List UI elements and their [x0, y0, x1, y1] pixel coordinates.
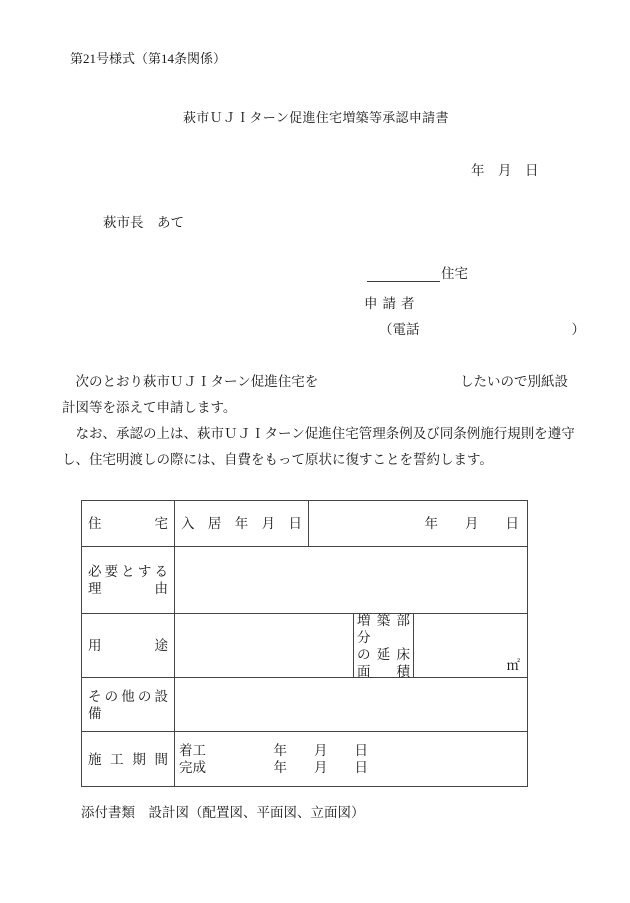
application-date-line: 年 月 日 [471, 163, 539, 178]
addressee-line: 萩市長 あて [103, 215, 184, 230]
phone-open-label: （電話 [379, 322, 420, 337]
period-label: 施工期間 [88, 751, 168, 767]
reason-label-line2: 理由 [88, 581, 168, 596]
table-row-period [82, 731, 527, 786]
body-para2-line1: なお、承認の上は、萩市ＵＪＩターン促進住宅管理条例及び同条例施行規則を遵守 [62, 426, 575, 441]
page-title: 萩市ＵＪＩターン促進住宅増築等承認申請書 [183, 110, 449, 125]
use-label-cell [82, 614, 175, 677]
table-row-use [82, 613, 527, 677]
body-text [62, 369, 575, 473]
floor-area-label-line3: 面積 [357, 663, 410, 679]
body-para1-line1-right: したいので別紙設 [460, 374, 568, 389]
reason-label-line1: 必要とする [88, 564, 168, 579]
use-value-cell [175, 614, 354, 677]
form-number: 第21号様式（第14条関係） [70, 51, 227, 66]
body-para1-line1-left: 次のとおり萩市ＵＪＩターン促進住宅を [62, 374, 319, 389]
floor-area-label-line1: 増築部分 [357, 612, 410, 645]
attachment-note: 添付書類 設計図（配置図、平面図、立面図） [81, 805, 365, 820]
period-label-cell [82, 732, 175, 786]
housing-row-label-cell [82, 501, 175, 546]
housing-name-blank-field [367, 268, 440, 282]
housing-name-line [367, 266, 468, 282]
floor-area-value-cell [414, 614, 527, 677]
reason-value-cell [175, 547, 527, 613]
floor-area-unit: ㎡ [506, 658, 520, 673]
move-in-date-label-cell [175, 501, 309, 546]
applicant-label: 申請者 [364, 296, 420, 311]
application-table [81, 500, 528, 787]
move-in-date-label: 入居年月日 [181, 516, 302, 531]
phone-close-label: ） [571, 322, 585, 337]
reason-label-cell [82, 547, 175, 613]
move-in-date-value: 年 月 日 [424, 516, 519, 531]
move-in-date-value-cell [309, 501, 527, 546]
use-label: 用途 [88, 638, 168, 653]
equipment-label: その他の設備 [88, 688, 168, 721]
floor-area-label-line2: の延床 [357, 646, 410, 662]
period-completion-line: 完成 年 月 日 [179, 760, 368, 775]
body-para1-line2: 計図等を添えて申請します。 [62, 400, 237, 415]
table-row-equipment [82, 677, 527, 731]
phone-line [379, 318, 585, 338]
body-para1-line1 [62, 369, 568, 395]
period-value-cell [175, 732, 527, 786]
period-start-line: 着工 年 月 日 [179, 743, 368, 758]
body-para2-line2: し、住宅明渡しの際には、自費をもって原状に復すことを誓約します。 [62, 452, 493, 467]
floor-area-label-cell [354, 614, 414, 677]
table-row-reason [82, 546, 527, 613]
housing-suffix-label: 住宅 [441, 266, 468, 281]
housing-row-label: 住宅 [88, 516, 168, 531]
equipment-label-cell [82, 678, 175, 731]
table-row-housing [82, 501, 527, 546]
equipment-value-cell [175, 678, 527, 731]
